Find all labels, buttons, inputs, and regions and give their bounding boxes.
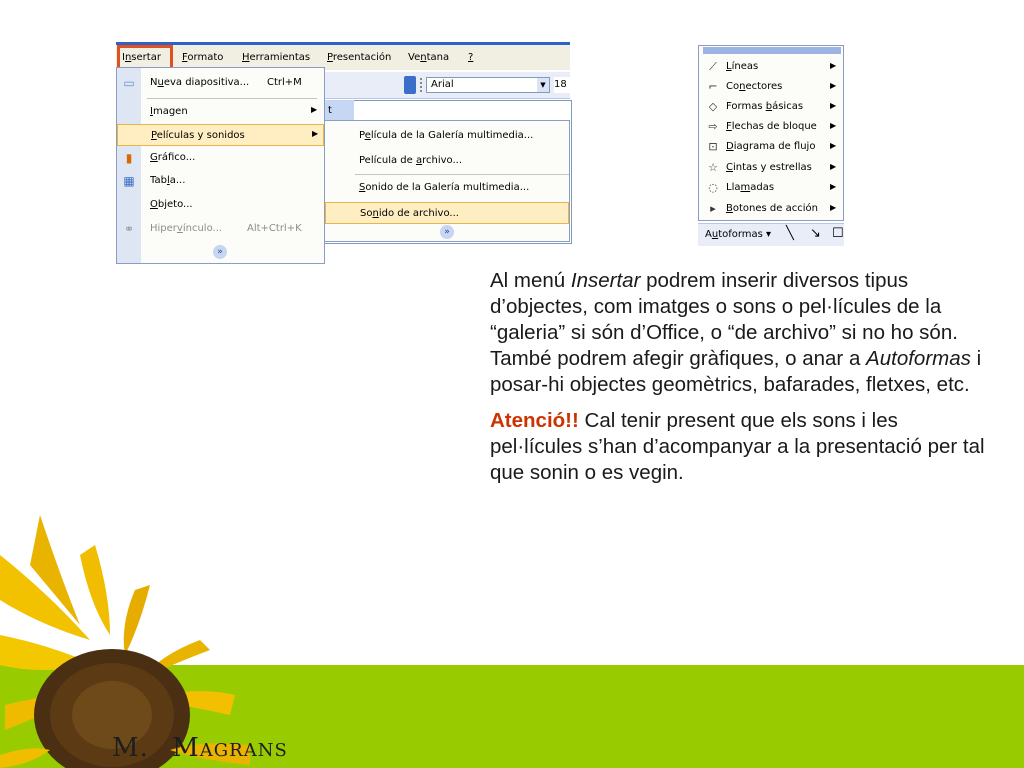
menu-herramientas[interactable]: Herramientas: [242, 52, 311, 63]
submenu-arrow-icon: ▶: [830, 203, 837, 212]
body-text: [490, 268, 990, 496]
block-arrows-icon: ⇨: [708, 120, 718, 133]
insert-menu: [116, 67, 325, 264]
menu-item-label: Cintas y estrellas: [726, 162, 812, 173]
submenu-arrow-icon: ▶: [830, 162, 837, 171]
menu-item-label: Gráfico...: [150, 152, 196, 163]
warning-label: Atenció!!: [490, 409, 579, 432]
menu-item-hipervinculo: [117, 218, 324, 240]
chart-icon: ▮: [125, 151, 133, 165]
movies-and-sounds-submenu: [324, 120, 570, 242]
action-buttons-icon: ▸: [710, 202, 716, 215]
submenu-arrow-icon: ▶: [830, 121, 837, 130]
flowchart-icon: ⊡: [708, 140, 718, 153]
autoshapes-item-lineas[interactable]: [699, 57, 843, 77]
menu-item-label: Diagrama de flujo: [726, 141, 816, 152]
toolbar-options-icon[interactable]: [404, 76, 416, 94]
menu-item-label: Hipervínculo...: [150, 223, 223, 234]
sunflower-image: [0, 515, 300, 768]
hyperlink-icon: ⚭: [123, 222, 135, 236]
insert-menu-screenshot: [116, 42, 570, 264]
expand-menu-icon[interactable]: »: [213, 245, 227, 259]
toolbar-grip[interactable]: [420, 78, 424, 92]
menu-item-label: Películas y sonidos: [151, 130, 245, 141]
menu-drag-bar[interactable]: [703, 47, 841, 54]
lines-icon: ⟋: [709, 60, 717, 73]
callouts-icon: ◌: [708, 181, 718, 194]
menu-item-label: Llamadas: [726, 182, 775, 193]
submenu-arrow-icon: ▶: [830, 182, 837, 191]
menu-help[interactable]: ?: [468, 52, 474, 63]
font-name-value: Arial: [431, 79, 454, 90]
chevron-down-icon[interactable]: ▼: [537, 78, 549, 92]
menu-item-grafico[interactable]: [117, 147, 324, 169]
rectangle-tool-icon[interactable]: ☐: [832, 226, 844, 241]
stars-icon: ☆: [708, 161, 718, 174]
autoshapes-menu: [698, 45, 844, 221]
menu-item-imagen[interactable]: [117, 101, 324, 123]
menu-item-label: Imagen: [150, 106, 188, 117]
submenu-arrow-icon: ▶: [830, 101, 837, 110]
menu-item-label: Flechas de bloque: [726, 121, 817, 132]
menu-presentacion[interactable]: Presentación: [327, 52, 392, 63]
submenu-arrow-icon: ▶: [830, 61, 837, 70]
autoshapes-item-cintas-estrellas[interactable]: [699, 158, 843, 178]
shortcut-label: Alt+Ctrl+K: [247, 223, 302, 234]
submenu-item-sonido-galeria[interactable]: [325, 177, 569, 199]
basic-shapes-icon: ◇: [708, 100, 718, 113]
menu-item-label: Película de archivo...: [359, 155, 463, 166]
menu-formato[interactable]: Formato: [182, 52, 224, 63]
paragraph-warning: Atenció!! Cal tenir present que els sons i les pel·lícules s’han d’acompanyar a la presentació per tal que sonin o es vegin.: [490, 409, 985, 484]
autoshapes-item-botones-accion[interactable]: [699, 199, 843, 219]
menu-item-label: Formas básicas: [726, 101, 804, 112]
autoshapes-item-flechas[interactable]: [699, 117, 843, 137]
menu-item-label: Objeto...: [150, 199, 193, 210]
arrow-tool-icon[interactable]: ↘: [810, 226, 821, 241]
menu-item-label: Tabla...: [150, 175, 186, 186]
menu-item-label: Sonido de la Galería multimedia...: [359, 182, 530, 193]
menu-item-label: Sonido de archivo...: [360, 208, 459, 219]
font-name-select[interactable]: [426, 77, 550, 93]
menu-bar: [116, 42, 570, 70]
menu-item-objeto[interactable]: [117, 194, 324, 216]
outline-tab[interactable]: [324, 100, 354, 122]
signature-surname-rest: AGRANS: [199, 740, 288, 761]
submenu-item-pelicula-galeria[interactable]: [325, 125, 569, 147]
autoformas-button[interactable]: Autoformas ▾: [705, 229, 772, 240]
line-tool-icon[interactable]: ╲: [786, 226, 794, 241]
menu-item-label: Conectores: [726, 81, 783, 92]
menu-item-nueva-diapositiva[interactable]: [117, 72, 324, 94]
autoshapes-item-formas-basicas[interactable]: [699, 97, 843, 117]
signature-initial: M.: [112, 733, 149, 763]
submenu-arrow-icon: ▶: [312, 129, 319, 138]
autoshapes-item-diagrama-flujo[interactable]: [699, 137, 843, 157]
shortcut-label: Ctrl+M: [267, 77, 302, 88]
menu-item-label: Líneas: [726, 61, 759, 72]
autoshapes-item-conectores[interactable]: [699, 77, 843, 97]
submenu-arrow-icon: ▶: [830, 81, 837, 90]
submenu-arrow-icon: ▶: [830, 141, 837, 150]
table-icon: ▦: [123, 174, 135, 188]
signature-surname-first: M: [172, 733, 200, 763]
menu-item-label: Botones de acción: [726, 203, 818, 214]
submenu-item-pelicula-archivo[interactable]: [325, 150, 569, 172]
new-slide-icon: ▭: [123, 76, 135, 90]
author-signature: [112, 733, 288, 763]
paragraph-insert-menu: Al menú Insertar podrem inserir diversos tipus d’objectes, com imatges o sons o pel·lícules de la “galeria” si són d’Office, o “de archivo” si no ho són. També podrem afegir gràfiques, o anar a Autoformas i posar-hi objectes geomètrics, bafarades, fletxes, etc.: [490, 269, 982, 396]
menu-insertar[interactable]: Insertar: [122, 52, 161, 63]
menu-item-label: Película de la Galería multimedia...: [359, 130, 534, 141]
autoshapes-screenshot: [698, 45, 844, 247]
menu-item-tabla[interactable]: [117, 170, 324, 192]
autoshapes-item-llamadas[interactable]: [699, 178, 843, 198]
menu-separator: [355, 174, 569, 175]
menu-item-peliculas-y-sonidos[interactable]: [117, 124, 324, 146]
menu-ventana[interactable]: Ventana: [408, 52, 450, 63]
connectors-icon: ⌐: [708, 80, 718, 93]
menu-separator: [147, 98, 317, 99]
outline-tab-label: t: [328, 105, 332, 116]
expand-menu-icon[interactable]: »: [440, 225, 454, 239]
submenu-arrow-icon: ▶: [311, 105, 318, 114]
drawing-toolbar: [698, 223, 844, 246]
menu-item-label: Nueva diapositiva...: [150, 77, 250, 88]
font-size-select[interactable]: 18: [554, 77, 570, 93]
submenu-item-sonido-archivo[interactable]: [325, 202, 569, 224]
